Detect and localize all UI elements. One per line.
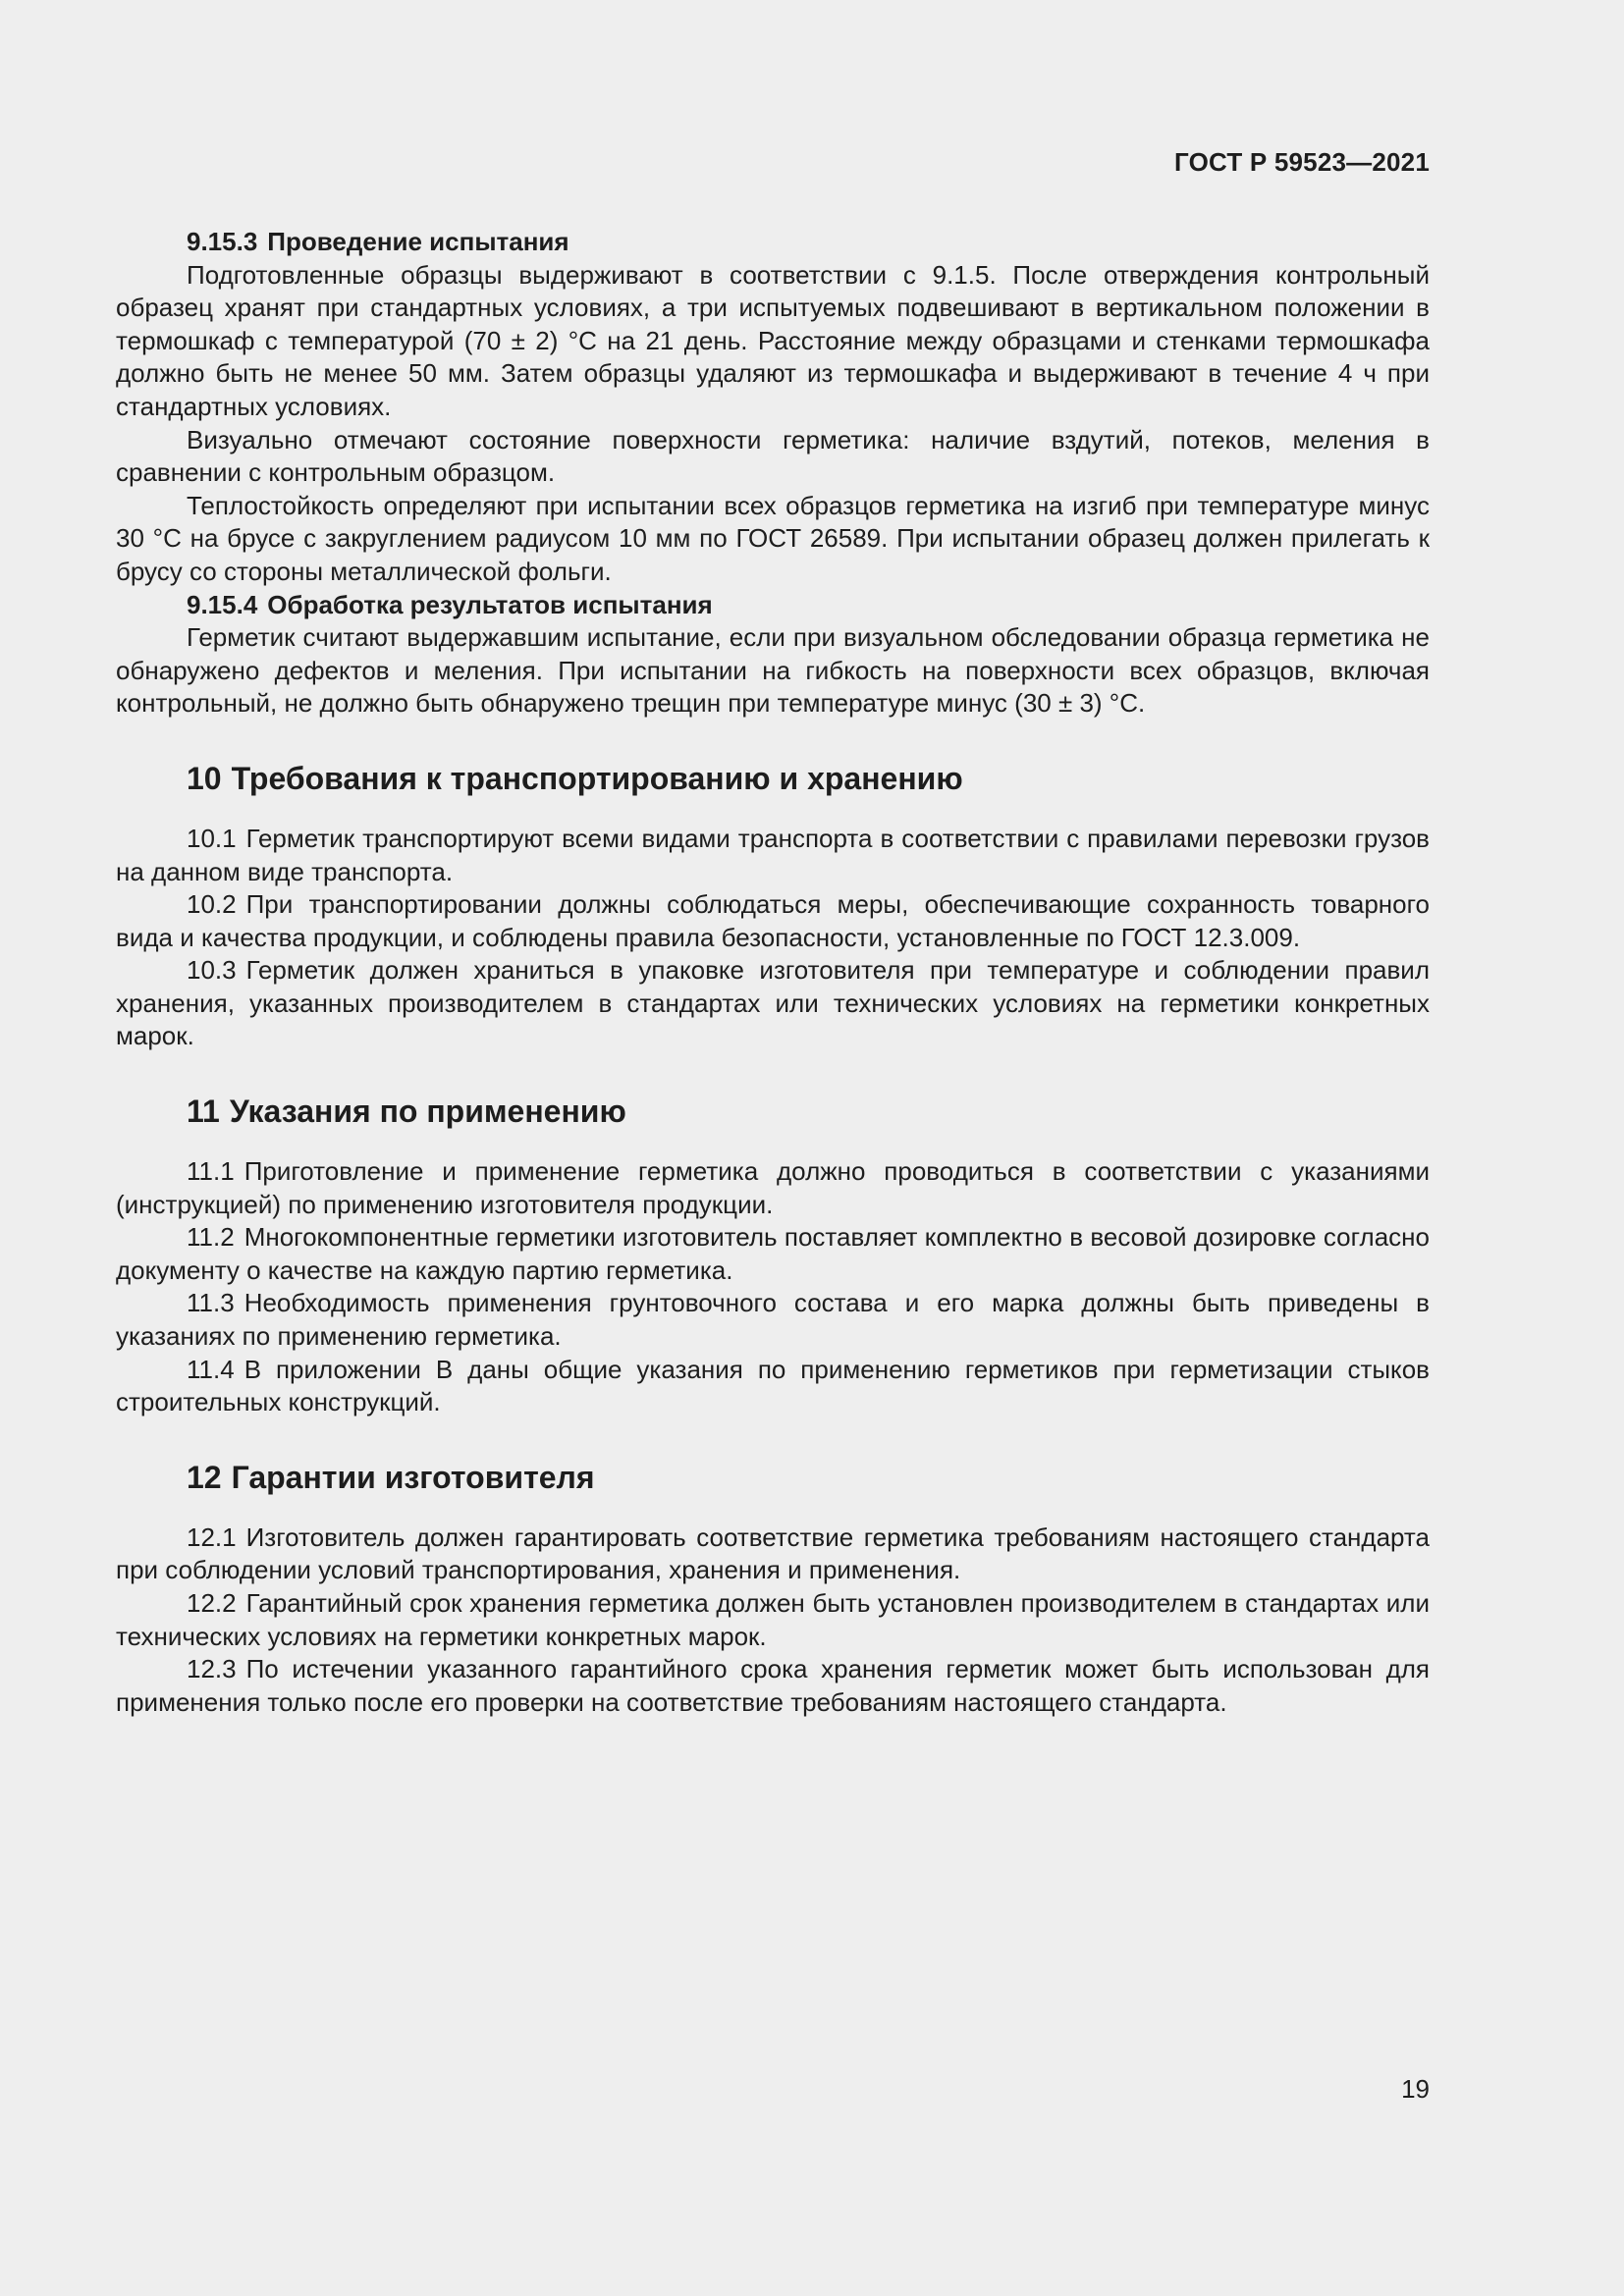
clause-number: 12.1 [187,1522,237,1552]
section-10 [116,759,1430,1053]
clause-number: 12.2 [187,1588,237,1618]
subsection-number: 9.15.4 [187,589,258,619]
clause-number: 10.3 [187,955,237,986]
clause-text: Приготовление и применение герметика должно проводиться в соответствии с указаниями (инструкцией) по применению изготовителя продукции. [116,1156,1430,1219]
paragraph: Теплостойкость определяют при испытании всех образцов герметика на изгиб при температуре минус 30 °С на брусе с закруглением радиусом 10 мм по ГОСТ 26589. При испытании образец должен прилегать к брусу со стороны металлической фольги. [116,490,1430,586]
clause-text: Гарантийный срок хранения герметика должен быть установлен производителем в стандартах или технических условиях на герметики конкретных марок. [116,1588,1430,1651]
subsection-title: Обработка результатов испытания [267,589,713,619]
paragraph: Герметик считают выдержавшим испытание, если при визуальном обследовании образца герметика не обнаружено дефектов и меления. При испытании на гибкость на поверхности всех образцов, включая контрольный, не должно быть обнаружено трещин при температуре минус (30 ± 3) °С. [116,622,1430,719]
section-title: Требования к транспортированию и хранению [231,760,963,796]
clause-number: 10.2 [187,889,237,920]
clause-10-2 [116,888,1430,954]
paragraph: Визуально отмечают состояние поверхности герметика: наличие вздутий, потеков, меления в сравнении с контрольным образцом. [116,424,1430,488]
section-title: Указания по применению [229,1094,626,1130]
section-12 [116,1458,1430,1720]
clause-12-3 [116,1653,1430,1719]
subsection-9-15-4 [116,589,1430,721]
subsection-title: Проведение испытания [267,227,569,256]
subsection-9-15-3 [116,226,1430,589]
clause-number: 11.3 [187,1288,235,1318]
section-number: 12 [187,1459,222,1495]
clause-10-1 [116,823,1430,888]
clause-12-2 [116,1587,1430,1653]
clause-text: В приложении В даны общие указания по применению герметиков при герметизации стыков строительных конструкций. [116,1354,1430,1417]
clause-11-4 [116,1354,1430,1419]
clause-text: Многокомпонентные герметики изготовитель поставляет комплектно в весовой дозировке согласно документу о качестве на каждую партию герметика. [116,1222,1430,1285]
section-11 [116,1092,1430,1419]
section-heading [116,759,1430,798]
clause-text: По истечении указанного гарантийного срока хранения герметик может быть использован для применения только после его проверки на соответствие требованиям настоящего стандарта. [116,1654,1430,1717]
document-code: ГОСТ Р 59523—2021 [1174,147,1430,177]
clause-12-1 [116,1522,1430,1587]
paragraph: Подготовленные образцы выдерживают в соответствии с 9.1.5. После отверждения контрольный образец хранят при стандартных условиях, а три испытуемых подвешивают в вертикальном положении в термошкаф с температурой (70 ± 2) °С на 21 день. Расстояние между образцами и стенками термошкафа должно быть не менее 50 мм. Затем образцы удаляют из термошкафа и выдерживают в течение 4 ч при стандартных условиях. [116,259,1430,421]
clause-10-3 [116,954,1430,1053]
clause-number: 10.1 [187,823,237,853]
clause-text: Герметик должен храниться в упаковке изготовителя при температуре и соблюдении правил хранения, указанных производителем в стандартах или технических условиях на герметики конкретных марок. [116,955,1430,1051]
clause-text: При транспортировании должны соблюдаться меры, обеспечивающие сохранность товарного вида и качества продукции, и соблюдены правила безопасности, установленные по ГОСТ 12.3.009. [116,889,1430,952]
section-body [116,823,1430,1053]
clause-text: Необходимость применения грунтовочного состава и его марка должны быть приведены в указаниях по применению герметика. [116,1288,1430,1352]
section-number: 11 [187,1094,220,1130]
subsection-heading [116,589,1430,622]
page-number: 19 [1401,2074,1430,2104]
section-number: 10 [187,760,222,796]
subsection-heading [116,226,1430,259]
section-title: Гарантии изготовителя [231,1459,595,1495]
clause-11-2 [116,1221,1430,1287]
section-heading [116,1458,1430,1497]
section-body [116,1155,1430,1419]
subsection-number: 9.15.3 [187,227,258,256]
clause-11-3 [116,1287,1430,1353]
clause-number: 12.3 [187,1654,237,1684]
clause-11-1 [116,1155,1430,1221]
page-content [116,226,1430,1719]
clause-number: 11.1 [187,1156,235,1187]
clause-text: Герметик транспортируют всеми видами транспорта в соответствии с правилами перевозки грузов на данном виде транспорта. [116,823,1430,886]
section-heading [116,1092,1430,1131]
section-body [116,1522,1430,1720]
clause-number: 11.2 [187,1222,235,1253]
clause-number: 11.4 [187,1354,235,1384]
clause-text: Изготовитель должен гарантировать соответствие герметика требованиям настоящего стандарта при соблюдении условий транспортирования, хранения и применения. [116,1522,1430,1585]
